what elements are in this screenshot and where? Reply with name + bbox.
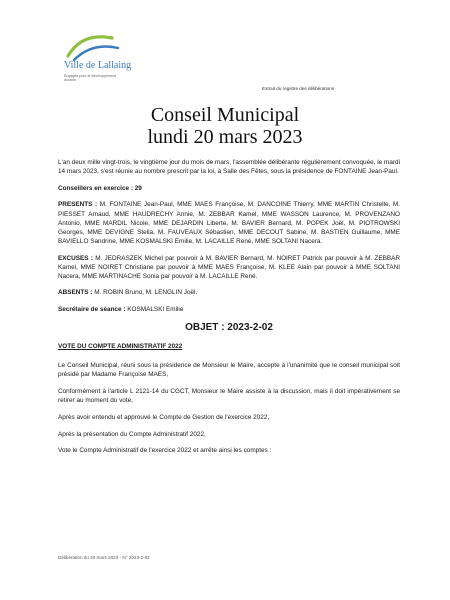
document-date: lundi 20 mars 2023 <box>147 126 303 148</box>
paragraph: Conformément à l'article L 2121-14 du CGCT, Monsieur le Maire assiste à la discussion, mais il doit impérativement se retirer au moment du vote, <box>58 388 400 405</box>
excuses-label: EXCUSES : <box>58 254 93 262</box>
document-title: Conseil Municipal <box>150 104 300 126</box>
register-extract-note: Extrait du registre des délibérations <box>262 86 335 91</box>
objet-heading: OBJET : 2023-2-02 <box>185 322 273 334</box>
paragraph: Après la présentation du Compte Administratif 2022, <box>58 430 206 438</box>
secretaire-label: Secrétaire de séance : <box>58 306 126 314</box>
page-footer: Délibération du 20 mars 2023 - N° 2023-2-02 <box>58 555 150 560</box>
excuses-list: M. JEDRASZEK Michel par pouvoir à M. BAVIER Bernard, M. NOIRET Patrick par pouvoir à M. ZEBBAR Kamel, MME NOIRET Christiane par pouvoir à MME MAES Françoise, M. KLEE Alain par pouvoir à MME SOLTANI Nacera, MME MARTINACHE Sonia par pouvoir à M. LACAILLE René. <box>58 254 400 280</box>
town-logo <box>52 30 142 100</box>
logo-town-name: Ville de Lallaing <box>64 60 132 71</box>
intro-paragraph: L'an deux mille vingt-trois, le vingtième jour du mois de mars, l'assemblée délibérante régulièrement convoquée, le mardi 14 mars 2023, s'est réunie au nombre prescrit par la loi, à Salle des Fêtes, sous la présidence de FONTAINE Jean-Paul. <box>58 159 400 176</box>
absents-paragraph <box>58 288 400 297</box>
secretaire-name: KOSMALSKI Emilie <box>125 306 184 314</box>
absents-list: M. ROBIN Bruno, M. LENGLIN Joël. <box>92 289 198 297</box>
logo-tagline: Engagée pour le développement durable <box>64 74 116 83</box>
conseillers-count: Conseillers en exercice : 29 <box>58 184 142 192</box>
presents-label: PRESENTS : <box>58 201 98 209</box>
absents-label: ABSENTS : <box>58 289 93 297</box>
vote-title: VOTE DU COMPTE ADMINISTRATIF 2022 <box>58 343 183 351</box>
document-body <box>58 158 400 463</box>
logo-swoosh-icon <box>52 30 142 64</box>
secretaire-paragraph <box>58 305 400 314</box>
paragraph: Vote le Compte Administratif de l'exercice 2022 et arrête ainsi les comptes : <box>58 447 272 455</box>
presents-paragraph <box>58 200 400 245</box>
paragraph: Après avoir entendu et approuvé le Compte de Gestion de l'exercice 2022, <box>58 413 270 421</box>
excuses-paragraph <box>58 254 400 281</box>
paragraph: Le Conseil Municipal, réuni sous la présidence de Monsieur le Maire, accepte à l'unanimité que le conseil municipal soit présidé par Madame Françoise MAES, <box>58 362 400 379</box>
presents-list: M. FONTAINE Jean-Paul, MME MAES Françoise, M. DANCOINE Thierry, MME MARTIN Christelle, M. PIESSET Arnaud, MME HAUDRECHY Annie, M. ZEBBAR Kamel, MME WASSON Laurence, M. PROVENZANO Antonio, MME MARDIL Nicole, MME DEJARDIN Liberte, M. BAVIER Bernard, M. POPEK Joël, M. PIOTROWSKI Georges, MME DEVIGNE Stella, M. FAUVEAUX Sébastien, MME DECOUT Sabine, M. BASTIEN Guillaume, MME BAVIELLO Sandrine, MME KOSMALSKI Emilie, M. LACAILLE René, MME SOLTANI Nacera. <box>58 201 401 245</box>
